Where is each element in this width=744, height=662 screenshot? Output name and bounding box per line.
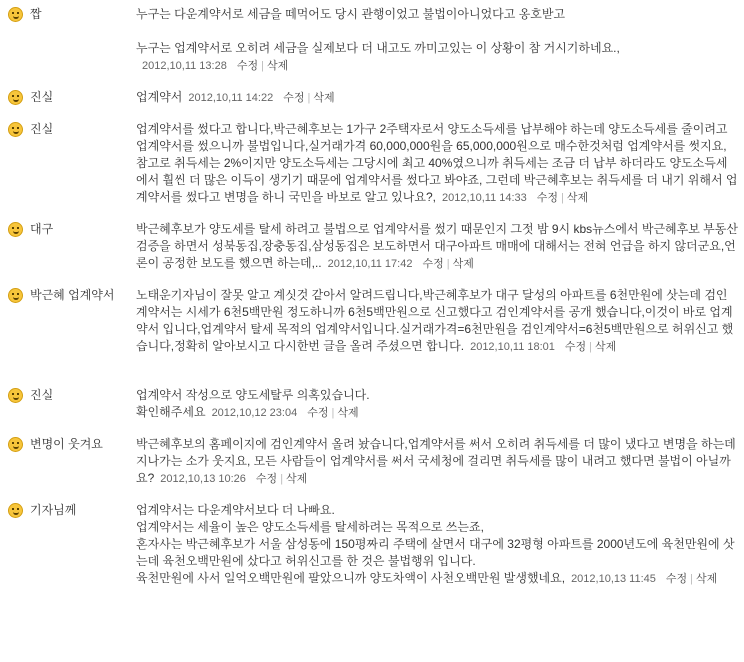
avatar-cell — [8, 387, 30, 403]
comment-author: 대구 — [30, 222, 54, 236]
edit-link[interactable]: 수정 — [283, 92, 305, 104]
avatar-cell — [8, 502, 30, 518]
smiley-face-icon — [8, 288, 23, 303]
comment-author: 진실 — [30, 388, 54, 402]
comment-body — [136, 89, 738, 107]
comment-text: 누구는 업계약서로 오히려 세금을 실제보다 더 내고도 까미고있는 이 상황이 참 거시기하네요., — [136, 41, 620, 55]
delete-link[interactable]: 삭제 — [266, 60, 289, 72]
smiley-face-icon — [8, 222, 23, 237]
comment-text: 업계약서를 썼다고 합니다,박근혜후보는 1가구 2주택자로서 양도소득세를 납부해야 하는데 양도소득세를 줄이려고 업계약서를 썼으니까 불법입니다,실거래가격 60,000,000원을 65,000,000원으로 매수한것처럼 업계약서를 썻지요,참고로 취득세는 2%이지만 양도소득세는 그당시에 최고 40%였으니까 취득세는 조금 더 납부 하더라도 양도소득세에서 훨씬 더 많은 이득이 생기기 때문에 업계약서를 썼다고 봐야죠, 그런데 박근혜후보는 취득세를 더 내기 위해서 업계약서를 썼다고 변명을 하니 국민을 바보로 알고 있나요?, — [136, 122, 738, 204]
comment-text-line — [136, 502, 738, 519]
comment-meta-group — [182, 90, 334, 104]
comment-text-line — [136, 570, 738, 588]
comment-timestamp: 2012,10,11 14:22 — [188, 92, 274, 104]
comment-author: 진실 — [30, 90, 54, 104]
avatar-cell — [8, 436, 30, 452]
action-separator: | — [307, 92, 311, 104]
comment-meta-group — [322, 256, 474, 270]
comment-body — [136, 221, 738, 273]
comment-meta-group — [206, 405, 359, 419]
smiley-face-icon — [8, 7, 23, 22]
edit-link[interactable]: 수정 — [665, 573, 688, 585]
comment-author: 진실 — [30, 122, 54, 136]
comment-text: 업계약서는 세율이 높은 양도소득세를 탈세하려는 목적으로 쓰는죠, — [136, 520, 484, 534]
delete-link[interactable]: 삭제 — [286, 473, 308, 485]
comment-text: 누구는 다운계약서로 세금을 떼먹어도 당시 관행이었고 불법이아니었다고 옹호받고 — [136, 7, 566, 21]
blank-line — [136, 356, 738, 373]
comment-text: 육천만원에 사서 일억오백만원에 팔았으니까 양도차액이 사천오백만원 발생했네요, — [136, 571, 566, 585]
comment-timestamp: 2012,10,11 18:01 — [470, 341, 555, 353]
comment-row — [0, 6, 744, 75]
comment-timestamp: 2012,10,13 11:45 — [571, 573, 656, 585]
comment-text-line — [136, 404, 738, 422]
delete-link[interactable]: 삭제 — [696, 573, 718, 585]
comment-text: 업계약서 — [136, 90, 183, 104]
comment-meta-group — [565, 571, 717, 585]
comment-author: 짭 — [30, 7, 42, 21]
comment-row — [0, 121, 744, 207]
delete-link[interactable]: 삭제 — [313, 92, 335, 104]
action-separator: | — [690, 573, 694, 585]
comment-body — [136, 287, 738, 373]
comment-text: 업계약서는 다운계약서보다 더 나빠요. — [136, 503, 335, 517]
comment-text-line — [136, 287, 738, 356]
comment-text-line — [136, 536, 738, 570]
comment-text-line — [136, 121, 738, 207]
comment-text-line — [136, 221, 738, 273]
comment-timestamp: 2012,10,11 14:33 — [441, 192, 527, 204]
comment-row — [0, 221, 744, 273]
comment-text-line — [136, 519, 738, 536]
action-separator: | — [561, 192, 564, 204]
comment-text-line — [136, 89, 738, 107]
comment-text: 혼자사는 박근혜후보가 서울 삼성동에 150평짜리 주택에 살면서 대구에 32평형 아파트를 2000년도에 육천만원에 삿는데 육천오백만원에 샀다고 허위신고를 한 것은 불법행위 입니다. — [136, 537, 735, 568]
edit-link[interactable]: 수정 — [422, 258, 444, 270]
comment-author: 박근혜 업계약서 — [30, 288, 115, 302]
comment-meta-group — [464, 339, 616, 353]
comment-timestamp: 2012,10,13 10:26 — [160, 473, 246, 485]
action-separator: | — [261, 60, 264, 72]
avatar-cell — [8, 89, 30, 105]
edit-link[interactable]: 수정 — [236, 60, 259, 72]
edit-link[interactable]: 수정 — [307, 407, 329, 419]
avatar-cell — [8, 221, 30, 237]
action-separator: | — [589, 341, 593, 353]
edit-link[interactable]: 수정 — [255, 473, 278, 485]
comment-row — [0, 387, 744, 422]
comment-text-line — [136, 40, 738, 75]
smiley-face-icon — [8, 388, 23, 403]
edit-link[interactable]: 수정 — [536, 192, 559, 204]
comment-author: 기자님께 — [30, 503, 77, 517]
comment-meta-group — [436, 190, 588, 204]
comment-body — [136, 387, 738, 422]
comment-body — [136, 502, 738, 588]
smiley-face-icon — [8, 437, 23, 452]
smiley-face-icon — [8, 122, 23, 137]
comment-text: 확인해주세요 — [136, 405, 206, 419]
comment-row — [0, 502, 744, 588]
comment-text-line — [136, 6, 738, 23]
comment-row — [0, 436, 744, 488]
comment-row — [0, 89, 744, 107]
comment-text: 박근혜후보가 양도세를 탈세 하려고 불법으로 업계약서를 썼기 때문인지 그젓 밤 9시 kbs뉴스에서 박근혜후보 부동산 검증을 하면서 성북동집,장충동집,삼성동집은 보도하면서 대구아파트 매매에 대해서는 전혀 언급을 하지 않더군요,언론이 공정한 보도를 했으면 하는데,.. — [136, 222, 738, 270]
comment-row — [0, 287, 744, 373]
avatar-cell — [8, 121, 30, 137]
comment-meta-group — [154, 471, 307, 485]
comment-body — [136, 6, 738, 75]
comment-timestamp: 2012,10,11 13:28 — [142, 60, 227, 72]
comment-text: 박근혜후보의 홈페이지에 검인계약서 올려 놨습니다,업계약서를 써서 오히려 취득세를 더 많이 냈다고 변명을 하는데 지나가는 소가 웃지요, 모든 사람들이 업계약서를 써서 국세청에 걸리면 취득세를 많이 내려고 했다면 불법이 아닐까요? — [136, 437, 736, 485]
edit-link[interactable]: 수정 — [564, 341, 587, 353]
comment-text-line — [136, 387, 738, 404]
avatar-cell — [8, 6, 30, 22]
comment-timestamp: 2012,10,11 17:42 — [327, 258, 413, 270]
comment-text: 노태운기자님이 잘못 알고 계싯것 같아서 알려드립니다,박근혜후보가 대구 달성의 아파트를 6천만원에 삿는데 검인계약서는 시세가 6천5백만원 정도하니까 6천5백만원으로 신고했다고 검인계약서를 공개 했습니다,이것이 바로 업계약서 입니다,업계약서 탈세 목적의 업계약서입니다.실거래가격=6천만원을 검인계약서=6천5백만원으로 허위신고 했습니다,정확히 알아보시고 다시한번 글을 올려 주셨으면 합니다. — [136, 288, 734, 353]
action-separator: | — [446, 258, 450, 270]
comment-author: 변명이 웃겨요 — [30, 437, 103, 451]
delete-link[interactable]: 삭제 — [452, 258, 474, 270]
delete-link[interactable]: 삭제 — [337, 407, 359, 419]
comment-body — [136, 121, 738, 207]
avatar-cell — [8, 287, 30, 303]
action-separator: | — [331, 407, 335, 419]
comment-body — [136, 436, 738, 488]
smiley-face-icon — [8, 90, 23, 105]
comment-timestamp: 2012,10,12 23:04 — [211, 407, 298, 419]
comment-meta-group — [136, 58, 288, 72]
action-separator: | — [280, 473, 284, 485]
delete-link[interactable]: 삭제 — [566, 192, 589, 204]
comment-text-line — [136, 436, 738, 488]
comment-text: 업계약서 작성으로 양도세탈루 의혹있습니다. — [136, 388, 370, 402]
smiley-face-icon — [8, 503, 23, 518]
blank-line — [136, 23, 738, 40]
delete-link[interactable]: 삭제 — [595, 341, 617, 353]
